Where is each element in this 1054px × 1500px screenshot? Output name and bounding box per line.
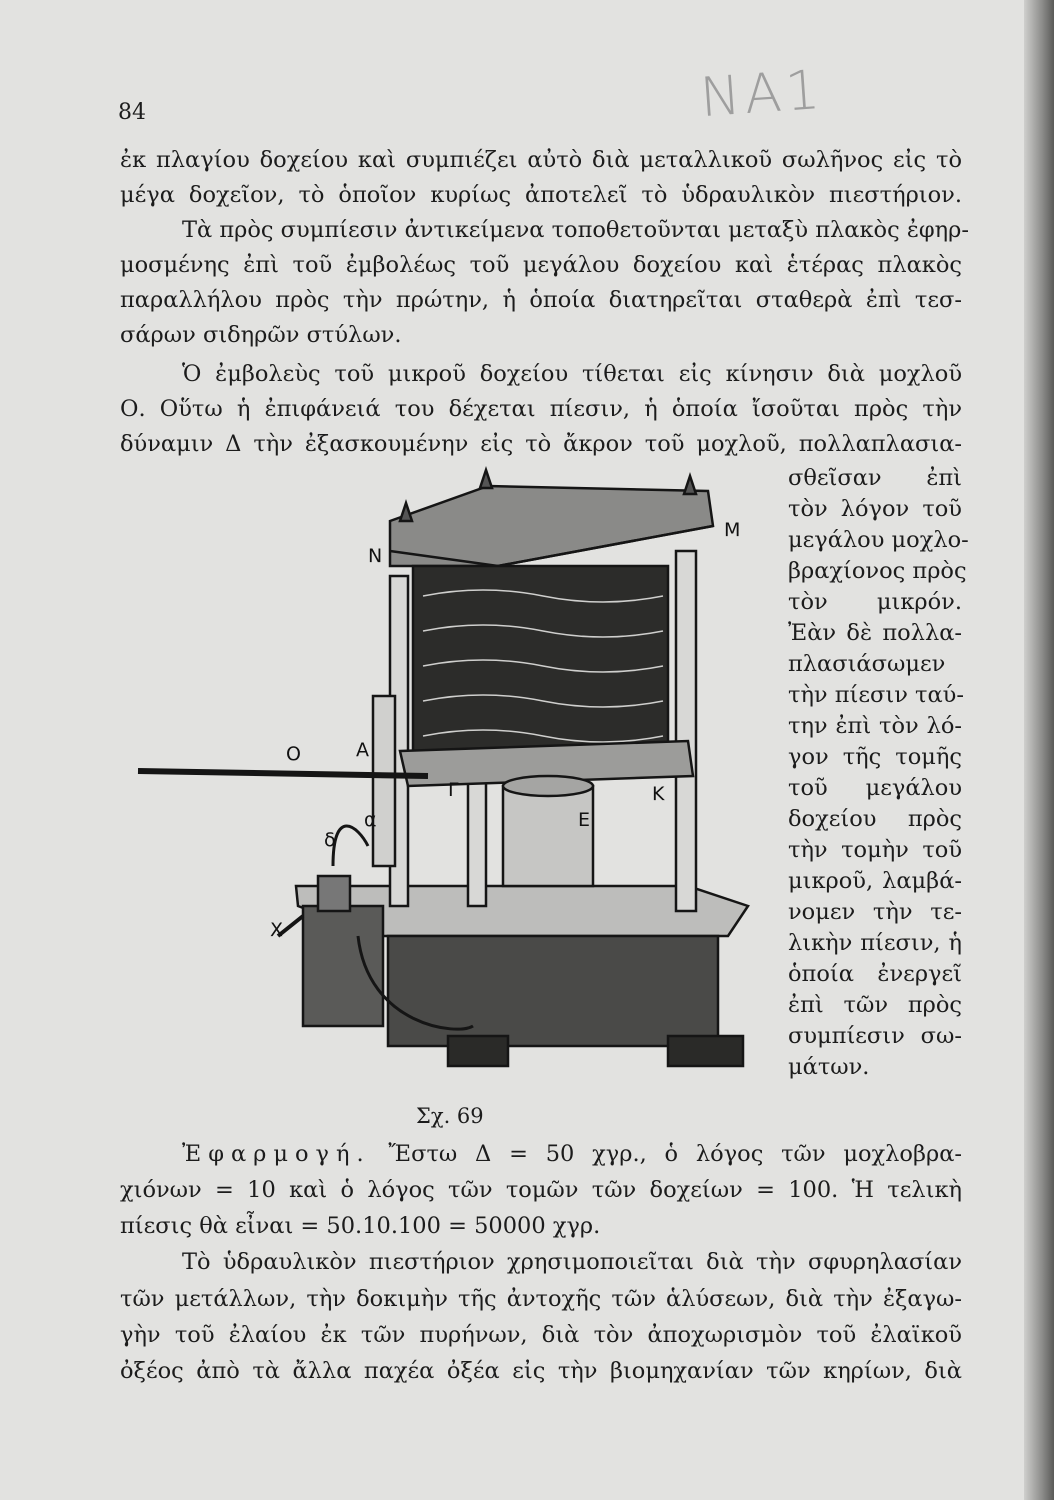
column-line: τὴν πίεσιν ταύ- [788,682,964,708]
label-k: Κ [652,783,665,805]
text-line: Τὰ πρὸς συμπίεσιν ἀντικείμενα τοποθετοῦνται μεταξὺ πλακὸς ἐφηρ- [182,217,969,243]
label-m: Μ [724,519,741,541]
text-line: Τὸ ὑδραυλικὸν πιεστήριον χρησιμοποιεῖται διὰ τὴν σφυρηλασίαν [182,1249,962,1275]
column-line: μεγάλου μοχλο- [788,527,969,553]
column-line: τὸν λόγον τοῦ [788,496,962,522]
column-line: μάτων. [788,1054,870,1080]
column-line: τὴν τομὴν τοῦ [788,837,962,863]
text-line: ὀξέος ἀπὸ τὰ ἄλλα παχέα ὀξέα εἰς τὴν βιομηχανίαν τῶν κηρίων, διὰ [120,1358,962,1384]
pencil-annotation: NA1 [697,57,826,130]
pressed-bales [413,566,668,751]
figure-caption: Σχ. 69 [416,1104,484,1128]
column-line: τοῦ μεγάλου [788,775,962,801]
text-line: Ο. Οὕτω ἡ ἐπιφάνειά του δέχεται πίεσιν, ἡ ὁποία ἴσοῦται πρὸς τὴν [120,396,962,422]
text-line: χιόνων = 10 καὶ ὁ λόγος τῶν τομῶν τῶν δοχείων = 100. Ἡ τελικὴ [120,1177,962,1203]
press-ram [503,786,593,886]
text-line: τῶν μετάλλων, τὴν δοκιμὴν τῆς ἀντοχῆς τῶν ἁλύσεων, διὰ τὴν ἐξαγω- [120,1286,962,1312]
label-e: Ε [578,809,591,831]
text-line: μέγα δοχεῖον, τὸ ὁποῖον κυρίως ἀποτελεῖ τὸ ὑδραυλικὸν πιεστήριον. [120,182,962,208]
label-x: Χ [270,919,284,941]
label-delta: δ [324,829,336,851]
application-line [120,1140,962,1168]
column-line: λικὴν πίεσιν, ἡ [788,930,962,956]
label-a: Α [356,739,369,761]
text-line: πίεσις θὰ εἶναι = 50.10.100 = 50000 χγρ. [120,1213,601,1239]
page-edge-shadow [1024,0,1054,1500]
column-line: Ἐὰν δὲ πολλα- [788,620,962,646]
column-line: μικροῦ, λαμβά- [788,868,962,894]
label-alpha: α [364,809,377,831]
column-line: πλασιάσωμεν [788,651,946,677]
column-line: τὸν μικρόν. [788,589,962,615]
column-line: βραχίονος πρὸς [788,558,967,584]
press-column [676,551,696,911]
text-line: Ὁ ἐμβολεὺς τοῦ μικροῦ δοχείου τίθεται εἰς κίνησιν διὰ μοχλοῦ [182,361,962,387]
pump-body [373,696,395,866]
column-line: την ἐπὶ τὸν λό- [788,713,962,739]
text-line: ἐκ πλαγίου δοχείου καὶ συμπιέζει αὐτὸ διὰ μεταλλικοῦ σωλῆνος εἰς τὸ [120,147,962,173]
label-g: Γ [448,779,459,801]
application-text: Ἔστω Δ = 50 χγρ., ὁ λόγος τῶν μοχλοβρα- [388,1141,962,1167]
text-line: δύναμιν Δ τὴν ἐξασκουμένην εἰς τὸ ἄκρον τοῦ μοχλοῦ, πολλαπλασια- [120,431,962,457]
label-o: Ο [286,743,301,765]
column-line: συμπίεσιν σω- [788,1023,962,1049]
page-number: 84 [118,100,146,125]
column-line: ἐπὶ τῶν πρὸς [788,992,962,1018]
press-pedestal [388,936,718,1046]
hydraulic-press-figure [128,466,780,1092]
column-line: δοχείου πρὸς [788,806,962,832]
column-line: σθεῖσαν ἐπὶ [788,465,962,491]
text-line: παραλλήλου πρὸς τὴν πρώτην, ἡ ὁποία διατηρεῖται σταθερὰ ἐπὶ τεσ- [120,287,962,313]
column-line: νομεν τὴν τε- [788,899,962,925]
column-line: γον τῆς τομῆς [788,744,962,770]
press-illustration [128,466,780,1092]
text-line: γὴν τοῦ ἐλαίου ἐκ τῶν πυρήνων, διὰ τὸν ἀποχωρισμὸν τοῦ ἐλαϊκοῦ [120,1322,962,1348]
press-top-plate [390,486,713,566]
text-line: μοσμένης ἐπὶ τοῦ ἐμβολέως τοῦ μεγάλου δοχείου καὶ ἑτέρας πλακὸς [120,252,962,278]
column-line: ὁποία ἐνεργεῖ [788,961,962,987]
application-heading: Ἐφαρμογή. [182,1141,371,1167]
label-n: Ν [368,545,383,567]
text-line: σάρων σιδηρῶν στύλων. [120,322,402,348]
